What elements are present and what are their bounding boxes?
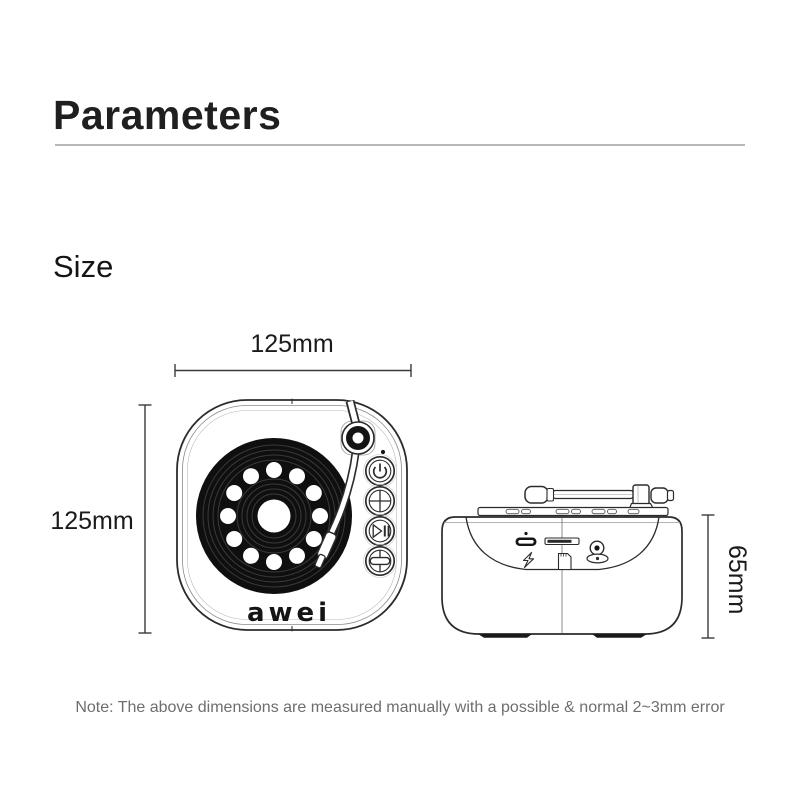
page-title: Parameters: [53, 92, 282, 139]
width-dimension-label: 125mm: [250, 330, 334, 358]
front-view-drawing: [177, 399, 407, 632]
height-dimension-line: [139, 405, 152, 633]
tf-card-icon: [559, 554, 572, 570]
note-text: Note: The above dimensions are measured manually with a possible & normal 2~3mm error: [75, 699, 725, 716]
width-dimension-line: [175, 364, 411, 377]
side-view-drawing: [442, 485, 682, 638]
aux-jack: [590, 541, 604, 555]
aux-oval-icon: [587, 554, 608, 563]
top-plate: [478, 508, 668, 516]
depth-dimension-label: 65mm: [723, 545, 751, 615]
brand-logo: awei: [246, 598, 332, 628]
depth-dimension-line: [702, 515, 715, 638]
micro-sd-slot: [545, 538, 579, 545]
section-title-size: Size: [53, 248, 114, 284]
record-center-hole: [258, 500, 291, 533]
record-disc: [196, 438, 352, 594]
led-indicator: [381, 450, 385, 454]
height-dimension-label: 125mm: [50, 507, 134, 535]
